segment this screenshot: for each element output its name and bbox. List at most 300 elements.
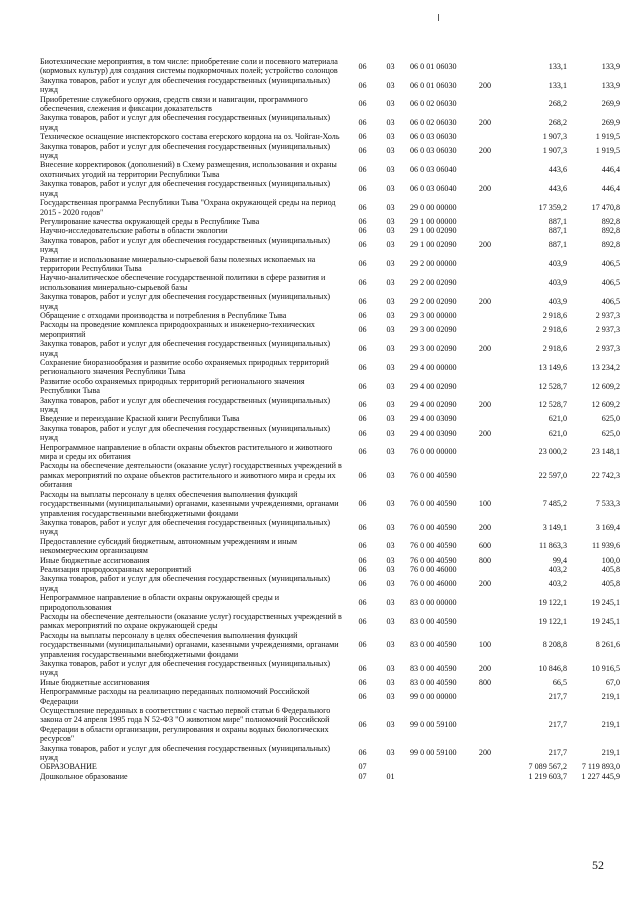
target-article-code: 99 0 00 59100 xyxy=(410,748,457,758)
row-description: Обращение с отходами производства и потребления в Республике Тыва xyxy=(40,310,287,320)
amount-year-2: 625,0 xyxy=(601,414,620,424)
target-article-code: 76 0 00 00000 xyxy=(410,447,457,457)
section-code: 06 xyxy=(358,677,367,687)
row-description: Предоставление субсидий бюджетным, автономным учреждениям и иным некоммерческим организациям xyxy=(40,536,298,556)
table-row xyxy=(40,678,620,687)
section-code: 06 xyxy=(358,541,367,551)
amount-year-2: 406,5 xyxy=(601,278,620,288)
table-row xyxy=(40,631,620,659)
target-article-code: 06 0 01 06030 xyxy=(410,61,457,71)
amount-year-2: 406,5 xyxy=(601,296,620,306)
row-description: Государственная программа Республики Тыва "Охрана окружающей среды на период 2015 - 2020 годов" xyxy=(40,198,336,217)
amount-year-2: 1 227 445,9 xyxy=(581,771,620,781)
row-description: Расходы на обеспечение деятельности (оказание услуг) государственных учреждений в рамках мероприятий по охране окружающей среды xyxy=(40,611,342,631)
amount-year-1: 7 485,2 xyxy=(542,499,567,509)
row-description: Дошкольное образование xyxy=(40,771,128,781)
expense-type-code: 200 xyxy=(478,579,492,589)
row-description: Сохранение биоразнообразия и развитие особо охраняемых природных территорий регионального значения Республики Тыва xyxy=(40,358,329,377)
amount-year-2: 100,0 xyxy=(601,555,620,565)
section-code: 06 xyxy=(358,691,367,701)
amount-year-2: 22 742,3 xyxy=(591,470,620,480)
table-row xyxy=(40,57,620,76)
target-article-code: 29 3 00 02090 xyxy=(410,325,457,335)
target-article-code: 29 2 00 02090 xyxy=(410,296,457,306)
amount-year-2: 3 169,4 xyxy=(595,522,620,532)
subsection-code: 03 xyxy=(386,691,395,701)
table-row xyxy=(40,518,620,537)
section-code: 06 xyxy=(358,748,367,758)
section-code: 06 xyxy=(358,499,367,509)
section-code: 06 xyxy=(358,118,367,128)
amount-year-2: 269,9 xyxy=(601,99,620,109)
amount-year-2: 892,8 xyxy=(601,226,620,236)
amount-year-2: 406,5 xyxy=(601,259,620,269)
target-article-code: 76 0 00 40590 xyxy=(410,522,457,532)
table-row xyxy=(40,593,620,612)
row-description: Приобретение служебного оружия, средств связи и навигации, программного обеспечения, слежения и фиксации доказательств xyxy=(40,94,308,114)
section-code: 06 xyxy=(358,343,367,353)
row-description: Закупка товаров, работ и услуг для обеспечения государственных (муниципальных) нужд xyxy=(40,235,331,255)
section-code: 06 xyxy=(358,325,367,335)
section-code: 06 xyxy=(358,579,367,589)
table-row xyxy=(40,339,620,358)
amount-year-1: 621,0 xyxy=(548,428,567,438)
section-code: 06 xyxy=(358,240,367,250)
amount-year-1: 2 918,6 xyxy=(542,343,567,353)
amount-year-2: 19 245,1 xyxy=(591,597,620,607)
table-row xyxy=(40,687,620,706)
subsection-code: 03 xyxy=(386,325,395,335)
target-article-code: 29 3 00 00000 xyxy=(410,310,457,320)
amount-year-2: 269,9 xyxy=(601,118,620,128)
page-number: 52 xyxy=(592,858,604,872)
expense-type-code: 800 xyxy=(478,677,492,687)
table-row xyxy=(40,744,620,763)
target-article-code: 76 0 00 40590 xyxy=(410,499,457,509)
amount-year-2: 11 939,6 xyxy=(591,541,620,551)
amount-year-2: 219,1 xyxy=(601,720,620,730)
amount-year-2: 67,0 xyxy=(605,677,620,687)
subsection-code: 03 xyxy=(386,597,395,607)
section-code: 06 xyxy=(358,216,367,226)
table-row xyxy=(40,659,620,678)
subsection-code: 03 xyxy=(386,165,395,175)
row-description: Закупка товаров, работ и услуг для обеспечения государственных (муниципальных) нужд xyxy=(40,141,331,161)
amount-year-2: 17 470,8 xyxy=(591,202,620,212)
table-row xyxy=(40,377,620,396)
target-article-code: 99 0 00 00000 xyxy=(410,691,457,701)
subsection-code: 03 xyxy=(386,146,395,156)
row-description: Закупка товаров, работ и услуг для обеспечения государственных (муниципальных) нужд xyxy=(40,743,331,763)
row-description: Осуществление переданных в соответствии с частью первой статьи 6 Федерального закона от 24 апреля 1995 года N 52-ФЗ "О животном мире" полномочий Российской Федерации в области организации, регулирования и охраны водных биологических ресурсов" xyxy=(40,706,331,744)
amount-year-1: 66,5 xyxy=(552,677,567,687)
target-article-code: 29 4 00 02090 xyxy=(410,381,457,391)
expense-type-code: 200 xyxy=(478,183,492,193)
expense-type-code: 200 xyxy=(478,748,492,758)
amount-year-1: 443,6 xyxy=(548,183,567,193)
section-code: 06 xyxy=(358,663,367,673)
row-description: Биотехнические мероприятия, в том числе: приобретение соли и посевного материала (кормовых культур) для создания системы подкормочных полей; устройство солонцов xyxy=(40,57,338,76)
target-article-code: 06 0 03 06040 xyxy=(410,165,457,175)
amount-year-1: 217,7 xyxy=(548,748,567,758)
target-article-code: 76 0 00 46000 xyxy=(410,579,457,589)
table-row xyxy=(40,762,620,771)
expense-type-code: 800 xyxy=(478,555,492,565)
table-row xyxy=(40,358,620,377)
target-article-code: 29 4 00 03090 xyxy=(410,428,457,438)
table-row xyxy=(40,320,620,339)
amount-year-1: 403,2 xyxy=(548,564,567,574)
row-description: Закупка товаров, работ и услуг для обеспечения государственных (муниципальных) нужд xyxy=(40,395,331,415)
target-article-code: 76 0 00 40590 xyxy=(410,541,457,551)
amount-year-2: 219,1 xyxy=(601,691,620,701)
amount-year-2: 10 916,5 xyxy=(591,663,620,673)
subsection-code: 03 xyxy=(386,99,395,109)
amount-year-1: 13 149,6 xyxy=(538,362,567,372)
table-row xyxy=(40,311,620,320)
table-row xyxy=(40,179,620,198)
row-description: Закупка товаров, работ и услуг для обеспечения государственных (муниципальных) нужд xyxy=(40,113,331,132)
row-description: Расходы на выплаты персоналу в целях обеспечения выполнения функций государственными (муниципальными) органами, казенными учреждениями, органами управления государственными внебюджетными фондами xyxy=(40,489,339,518)
row-description: Непрограммное направление в области охраны окружающей среды и природопользования xyxy=(40,593,280,612)
target-article-code: 29 1 00 02090 xyxy=(410,226,457,236)
table-row xyxy=(40,76,620,95)
amount-year-2: 446,4 xyxy=(601,165,620,175)
amount-year-2: 7 119 893,0 xyxy=(581,762,620,772)
amount-year-2: 23 148,1 xyxy=(591,447,620,457)
subsection-code: 03 xyxy=(386,499,395,509)
subsection-code: 03 xyxy=(386,555,395,565)
section-code: 06 xyxy=(358,522,367,532)
target-article-code: 99 0 00 59100 xyxy=(410,720,457,730)
subsection-code: 01 xyxy=(386,771,395,781)
target-article-code: 83 0 00 40590 xyxy=(410,640,457,650)
table-row xyxy=(40,292,620,311)
subsection-code: 03 xyxy=(386,579,395,589)
amount-year-2: 1 919,5 xyxy=(595,132,620,142)
amount-year-1: 2 918,6 xyxy=(542,325,567,335)
section-code: 06 xyxy=(358,61,367,71)
table-row xyxy=(40,273,620,292)
table-row xyxy=(40,565,620,574)
subsection-code: 03 xyxy=(386,381,395,391)
section-code: 06 xyxy=(358,428,367,438)
row-description: Научно-исследовательские работы в области экологии xyxy=(40,226,228,236)
subsection-code: 03 xyxy=(386,564,395,574)
section-code: 06 xyxy=(358,564,367,574)
amount-year-1: 217,7 xyxy=(548,720,567,730)
row-description: ОБРАЗОВАНИЕ xyxy=(40,762,97,772)
amount-year-1: 19 122,1 xyxy=(538,616,567,626)
subsection-code: 03 xyxy=(386,296,395,306)
target-article-code: 29 4 00 02090 xyxy=(410,400,457,410)
expense-type-code: 200 xyxy=(478,118,492,128)
amount-year-1: 12 528,7 xyxy=(538,400,567,410)
amount-year-1: 1 907,3 xyxy=(542,146,567,156)
table-row xyxy=(40,537,620,556)
row-description: Закупка товаров, работ и услуг для обеспечения государственных (муниципальных) нужд xyxy=(40,659,331,678)
amount-year-1: 133,1 xyxy=(548,61,567,71)
row-description: Расходы на проведение комплекса природоохранных и инженерно-технических мероприятий xyxy=(40,320,315,339)
amount-year-1: 17 359,2 xyxy=(538,202,567,212)
section-code: 06 xyxy=(358,146,367,156)
table-row xyxy=(40,132,620,141)
table-row xyxy=(40,461,620,489)
subsection-code: 03 xyxy=(386,400,395,410)
table-row xyxy=(40,255,620,274)
section-code: 06 xyxy=(358,362,367,372)
row-description: Внесение корректировок (дополнений) в Схему размещения, использования и охраны охотничьих угодий на территории Республики Тыва xyxy=(40,160,337,179)
expense-type-code: 200 xyxy=(478,663,492,673)
section-code: 06 xyxy=(358,381,367,391)
expense-type-code: 100 xyxy=(478,640,492,650)
amount-year-1: 133,1 xyxy=(548,80,567,90)
amount-year-1: 3 149,1 xyxy=(542,522,567,532)
row-description: Иные бюджетные ассигнования xyxy=(40,555,150,565)
amount-year-2: 405,8 xyxy=(601,579,620,589)
expense-type-code: 200 xyxy=(478,400,492,410)
amount-year-1: 403,9 xyxy=(548,259,567,269)
amount-year-2: 2 937,3 xyxy=(595,310,620,320)
target-article-code: 83 0 00 40590 xyxy=(410,677,457,687)
subsection-code: 03 xyxy=(386,640,395,650)
row-description: Закупка товаров, работ и услуг для обеспечения государственных (муниципальных) нужд xyxy=(40,179,331,198)
amount-year-2: 13 234,2 xyxy=(591,362,620,372)
table-row xyxy=(40,424,620,443)
table-row xyxy=(40,772,620,781)
amount-year-2: 892,8 xyxy=(601,240,620,250)
target-article-code: 06 0 01 06030 xyxy=(410,80,457,90)
subsection-code: 03 xyxy=(386,216,395,226)
subsection-code: 03 xyxy=(386,677,395,687)
row-description: Непрограммное направление в области охраны объектов растительного и животного мира и среды их обитания xyxy=(40,442,333,462)
amount-year-1: 22 597,0 xyxy=(538,470,567,480)
row-description: Введение и переиздание Красной книги Республики Тыва xyxy=(40,414,240,424)
table-row xyxy=(40,236,620,255)
amount-year-1: 19 122,1 xyxy=(538,597,567,607)
amount-year-1: 8 208,8 xyxy=(542,640,567,650)
subsection-code: 03 xyxy=(386,183,395,193)
amount-year-1: 887,1 xyxy=(548,240,567,250)
target-article-code: 76 0 00 40590 xyxy=(410,555,457,565)
subsection-code: 03 xyxy=(386,132,395,142)
amount-year-1: 10 846,8 xyxy=(538,663,567,673)
amount-year-1: 2 918,6 xyxy=(542,310,567,320)
table-row xyxy=(40,142,620,161)
amount-year-2: 892,8 xyxy=(601,216,620,226)
table-row xyxy=(40,396,620,415)
expense-type-code: 200 xyxy=(478,343,492,353)
amount-year-1: 268,2 xyxy=(548,118,567,128)
amount-year-2: 12 609,2 xyxy=(591,381,620,391)
section-code: 06 xyxy=(358,165,367,175)
target-article-code: 83 0 00 00000 xyxy=(410,597,457,607)
row-description: Регулирование качества окружающей среды в Республике Тыва xyxy=(40,216,260,226)
expense-type-code: 200 xyxy=(478,296,492,306)
amount-year-1: 11 863,3 xyxy=(538,541,567,551)
section-code: 06 xyxy=(358,447,367,457)
section-code: 06 xyxy=(358,296,367,306)
row-description: Закупка товаров, работ и услуг для обеспечения государственных (муниципальных) нужд xyxy=(40,339,331,358)
table-row xyxy=(40,113,620,132)
subsection-code: 03 xyxy=(386,414,395,424)
target-article-code: 29 2 00 02090 xyxy=(410,278,457,288)
table-row xyxy=(40,612,620,631)
amount-year-2: 133,9 xyxy=(601,61,620,71)
row-description: Закупка товаров, работ и услуг для обеспечения государственных (муниципальных) нужд xyxy=(40,517,331,537)
subsection-code: 03 xyxy=(386,343,395,353)
subsection-code: 03 xyxy=(386,470,395,480)
section-code: 07 xyxy=(358,762,367,772)
row-description: Непрограммные расходы на реализацию переданных полномочий Российской Федерации xyxy=(40,687,310,706)
amount-year-1: 403,9 xyxy=(548,278,567,288)
section-code: 06 xyxy=(358,226,367,236)
section-code: 06 xyxy=(358,99,367,109)
row-description: Закупка товаров, работ и услуг для обеспечения государственных (муниципальных) нужд xyxy=(40,75,331,95)
amount-year-2: 2 937,3 xyxy=(595,325,620,335)
section-code: 06 xyxy=(358,555,367,565)
amount-year-1: 217,7 xyxy=(548,691,567,701)
subsection-code: 03 xyxy=(386,278,395,288)
target-article-code: 83 0 00 40590 xyxy=(410,663,457,673)
expense-type-code: 200 xyxy=(478,146,492,156)
subsection-code: 03 xyxy=(386,362,395,372)
subsection-code: 03 xyxy=(386,428,395,438)
amount-year-2: 8 261,6 xyxy=(595,640,620,650)
row-description: Расходы на обеспечение деятельности (оказание услуг) государственных учреждений в рамках мероприятий по охране объектов растительного и животного мира и среды их обитания xyxy=(40,461,342,490)
target-article-code: 83 0 00 40590 xyxy=(410,616,457,626)
row-description: Расходы на выплаты персоналу в целях обеспечения выполнения функций государственными (муниципальными) органами, казенными учреждениями, органами управления государственными внебюджетными фондами xyxy=(40,630,339,659)
table-row xyxy=(40,217,620,226)
section-code: 06 xyxy=(358,259,367,269)
section-code: 07 xyxy=(358,771,367,781)
amount-year-1: 1 219 603,7 xyxy=(528,771,567,781)
subsection-code: 03 xyxy=(386,522,395,532)
section-code: 06 xyxy=(358,414,367,424)
table-row xyxy=(40,443,620,462)
table-row xyxy=(40,556,620,565)
amount-year-1: 887,1 xyxy=(548,226,567,236)
target-article-code: 29 4 00 03090 xyxy=(410,414,457,424)
subsection-code: 03 xyxy=(386,259,395,269)
target-article-code: 29 4 00 00000 xyxy=(410,362,457,372)
subsection-code: 03 xyxy=(386,663,395,673)
target-article-code: 29 1 00 00000 xyxy=(410,216,457,226)
row-description: Развитие и использование минерально-сырьевой базы полезных ископаемых на территории Республики Тыва xyxy=(40,254,316,273)
subsection-code: 03 xyxy=(386,240,395,250)
amount-year-2: 219,1 xyxy=(601,748,620,758)
expense-type-code: 600 xyxy=(478,541,492,551)
amount-year-2: 1 919,5 xyxy=(595,146,620,156)
section-code: 06 xyxy=(358,470,367,480)
section-code: 06 xyxy=(358,310,367,320)
subsection-code: 03 xyxy=(386,447,395,457)
amount-year-1: 7 089 567,2 xyxy=(528,762,567,772)
subsection-code: 03 xyxy=(386,310,395,320)
amount-year-1: 23 000,2 xyxy=(538,447,567,457)
target-article-code: 29 2 00 00000 xyxy=(410,259,457,269)
target-article-code: 76 0 00 40590 xyxy=(410,470,457,480)
row-description: Закупка товаров, работ и услуг для обеспечения государственных (муниципальных) нужд xyxy=(40,574,331,593)
target-article-code: 06 0 03 06030 xyxy=(410,132,457,142)
expense-type-code: 200 xyxy=(478,80,492,90)
target-article-code: 06 0 03 06030 xyxy=(410,146,457,156)
row-description: Развитие особо охраняемых природных территорий регионального значения Республики Тыва xyxy=(40,376,305,396)
amount-year-2: 446,4 xyxy=(601,183,620,193)
section-code: 06 xyxy=(358,640,367,650)
amount-year-1: 268,2 xyxy=(548,99,567,109)
section-code: 06 xyxy=(358,183,367,193)
amount-year-2: 625,0 xyxy=(601,428,620,438)
amount-year-2: 405,8 xyxy=(601,564,620,574)
amount-year-1: 403,2 xyxy=(548,579,567,589)
target-article-code: 06 0 03 06040 xyxy=(410,183,457,193)
amount-year-2: 133,9 xyxy=(601,80,620,90)
amount-year-1: 403,9 xyxy=(548,296,567,306)
subsection-code: 03 xyxy=(386,61,395,71)
row-description: Закупка товаров, работ и услуг для обеспечения государственных (муниципальных) нужд xyxy=(40,423,331,443)
table-row xyxy=(40,414,620,423)
row-description: Реализация природоохранных мероприятий xyxy=(40,564,192,574)
scan-mark xyxy=(438,14,439,21)
section-code: 06 xyxy=(358,597,367,607)
amount-year-2: 2 937,3 xyxy=(595,343,620,353)
table-row xyxy=(40,706,620,744)
subsection-code: 03 xyxy=(386,80,395,90)
subsection-code: 03 xyxy=(386,226,395,236)
subsection-code: 03 xyxy=(386,541,395,551)
subsection-code: 03 xyxy=(386,616,395,626)
table-row xyxy=(40,160,620,179)
target-article-code: 29 0 00 00000 xyxy=(410,202,457,212)
section-code: 06 xyxy=(358,202,367,212)
row-description: Иные бюджетные ассигнования xyxy=(40,677,150,687)
subsection-code: 03 xyxy=(386,720,395,730)
amount-year-1: 99,4 xyxy=(552,555,567,565)
row-description: Техническое оснащение инспекторского состава егерского кордона на оз. Чойган-Холь xyxy=(40,132,340,142)
target-article-code: 29 1 00 02090 xyxy=(410,240,457,250)
amount-year-2: 12 609,2 xyxy=(591,400,620,410)
amount-year-1: 12 528,7 xyxy=(538,381,567,391)
expense-type-code: 100 xyxy=(478,499,492,509)
target-article-code: 76 0 00 46000 xyxy=(410,564,457,574)
section-code: 06 xyxy=(358,400,367,410)
amount-year-1: 443,6 xyxy=(548,165,567,175)
budget-table xyxy=(40,57,620,781)
row-description: Закупка товаров, работ и услуг для обеспечения государственных (муниципальных) нужд xyxy=(40,292,331,311)
expense-type-code: 200 xyxy=(478,428,492,438)
subsection-code: 03 xyxy=(386,202,395,212)
table-row xyxy=(40,490,620,518)
subsection-code: 03 xyxy=(386,748,395,758)
amount-year-2: 7 533,3 xyxy=(595,499,620,509)
target-article-code: 06 0 02 06030 xyxy=(410,99,457,109)
section-code: 06 xyxy=(358,616,367,626)
row-description: Научно-аналитическое обеспечение государственной политики в сфере развития и использования минерально-сырьевой базы xyxy=(40,273,326,292)
section-code: 06 xyxy=(358,278,367,288)
target-article-code: 06 0 02 06030 xyxy=(410,118,457,128)
amount-year-1: 621,0 xyxy=(548,414,567,424)
expense-type-code: 200 xyxy=(478,240,492,250)
table-row xyxy=(40,95,620,114)
section-code: 06 xyxy=(358,80,367,90)
amount-year-2: 19 245,1 xyxy=(591,616,620,626)
amount-year-1: 887,1 xyxy=(548,216,567,226)
section-code: 06 xyxy=(358,720,367,730)
expense-type-code: 200 xyxy=(478,522,492,532)
target-article-code: 29 3 00 02090 xyxy=(410,343,457,353)
table-row xyxy=(40,574,620,593)
